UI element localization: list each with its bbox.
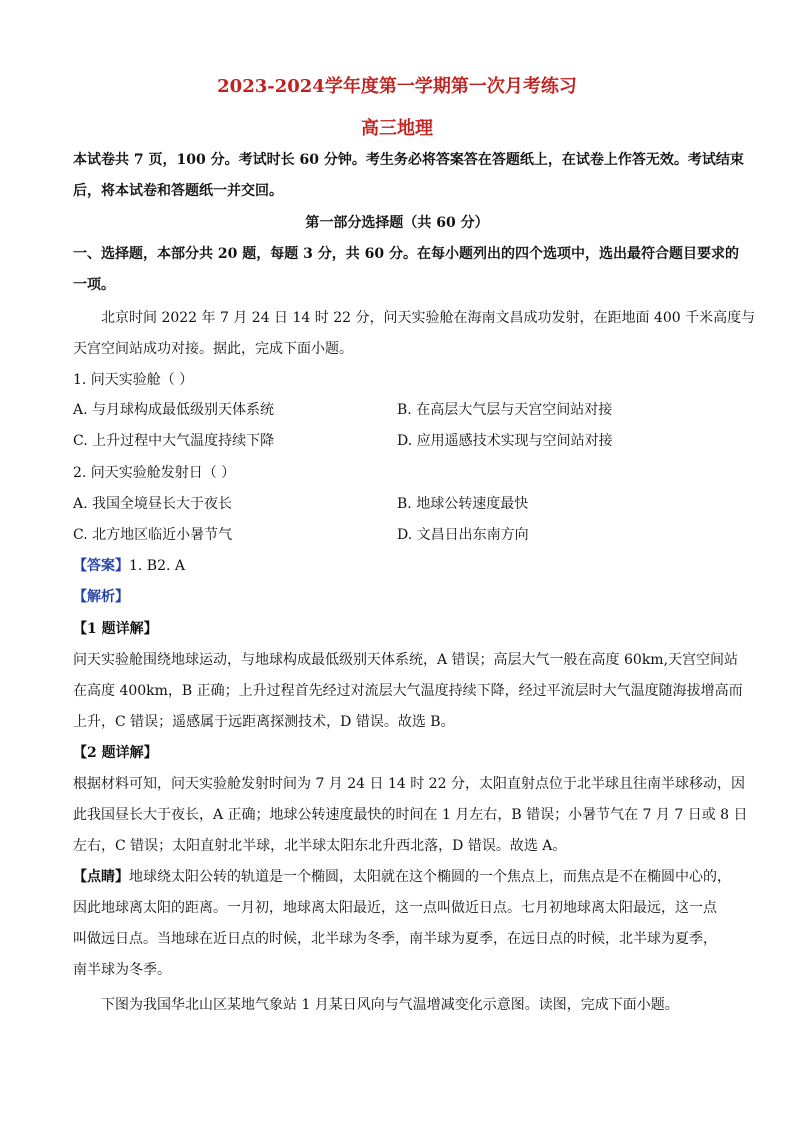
analysis-label: 【解析】 <box>73 589 129 605</box>
section-instruction-2: 一项。 <box>73 277 115 293</box>
answer-row <box>73 556 185 576</box>
section-instruction-1: 一、选择题，本部分共 20 题，每题 3 分，共 60 分。在每小题列出的四个选项中，选出最符合题目要求的 <box>73 246 739 262</box>
passage1-line-2: 天宫空间站成功对接。据此，完成下面小题。 <box>73 341 353 357</box>
tip-line-2: 因此地球离太阳的距离。一月初，地球离太阳最近，这一点叫做近日点。七月初地球离太阳最远，这一点 <box>73 900 717 916</box>
passage1-line-1: 北京时间 2022 年 7 月 24 日 14 时 22 分，问天实验舱在海南文昌成功发射，在距地面 400 千米高度与 <box>101 310 756 326</box>
answer-label: 【答案】 <box>73 558 129 574</box>
detail-2-label: 【2 题详解】 <box>73 745 158 761</box>
tip-line-1: 地球绕太阳公转的轨道是一个椭圆，太阳就在这个椭圆的一个焦点上，而焦点是不在椭圆中心的， <box>129 869 731 885</box>
detail-1-label: 【1 题详解】 <box>73 621 158 637</box>
q2-option-c: C. 北方地区临近小暑节气 <box>73 527 233 543</box>
answer-text: 1. B2. A <box>129 558 186 574</box>
q2-option-b: B. 地球公转速度最快 <box>397 496 529 512</box>
q1-option-d: D. 应用遥感技术实现与空间站对接 <box>397 433 613 449</box>
q1-option-c: C. 上升过程中大气温度持续下降 <box>73 433 275 449</box>
tip-line-4: 南半球为冬季。 <box>73 962 171 978</box>
detail-2-line-3: 左右，C 错误；太阳直射北半球，北半球太阳东北升西北落，D 错误。故选 A。 <box>73 838 567 854</box>
passage2: 下图为我国华北山区某地气象站 1 月某日风向与气温增减变化示意图。读图，完成下面小题。 <box>101 997 679 1013</box>
q2-option-d: D. 文昌日出东南方向 <box>397 527 529 543</box>
tip-label: 【点睛】 <box>73 869 129 885</box>
q2-option-a: A. 我国全境昼长大于夜长 <box>73 496 233 512</box>
detail-2-line-1: 根据材料可知，问天实验舱发射时间为 7 月 24 日 14 时 22 分，太阳直射点位于北半球且往南半球移动，因 <box>73 776 745 792</box>
detail-1-line-3: 上升，C 错误；遥感属于远距离探测技术，D 错误。故选 B。 <box>73 714 455 730</box>
tip-row <box>73 867 731 887</box>
detail-1-line-2: 在高度 400km，B 正确；上升过程首先经过对流层大气温度持续下降，经过平流层时大气温度随海拔增高而 <box>73 683 743 699</box>
question-2-stem: 2. 问天实验舱发射日（ ） <box>73 465 236 481</box>
question-1-stem: 1. 问天实验舱（ ） <box>73 372 194 388</box>
intro-line-1: 本试卷共 7 页，100 分。考试时长 60 分钟。考生务必将答案答在答题纸上，在试卷上作答无效。考试结束 <box>73 152 744 168</box>
exam-title: 2023-2024学年度第一学期第一次月考练习 <box>217 76 577 97</box>
part-title: 第一部分选择题（共 60 分） <box>305 215 489 231</box>
q1-option-a: A. 与月球构成最低级别天体系统 <box>73 402 275 418</box>
exam-subject: 高三地理 <box>361 118 433 139</box>
q1-option-b: B. 在高层大气层与天宫空间站对接 <box>397 402 613 418</box>
detail-2-line-2: 此我国昼长大于夜长，A 正确；地球公转速度最快的时间在 1 月左右，B 错误；小暑节气在 7 月 7 日或 8 日 <box>73 807 748 823</box>
tip-line-3: 叫做远日点。当地球在近日点的时候，北半球为冬季，南半球为夏季，在远日点的时候，北半球为夏季， <box>73 931 717 947</box>
intro-line-2: 后，将本试卷和答题纸一并交回。 <box>73 183 283 199</box>
detail-1-line-1: 问天实验舱围绕地球运动，与地球构成最低级别天体系统，A 错误；高层大气一般在高度 60km,天宫空间站 <box>73 652 739 668</box>
